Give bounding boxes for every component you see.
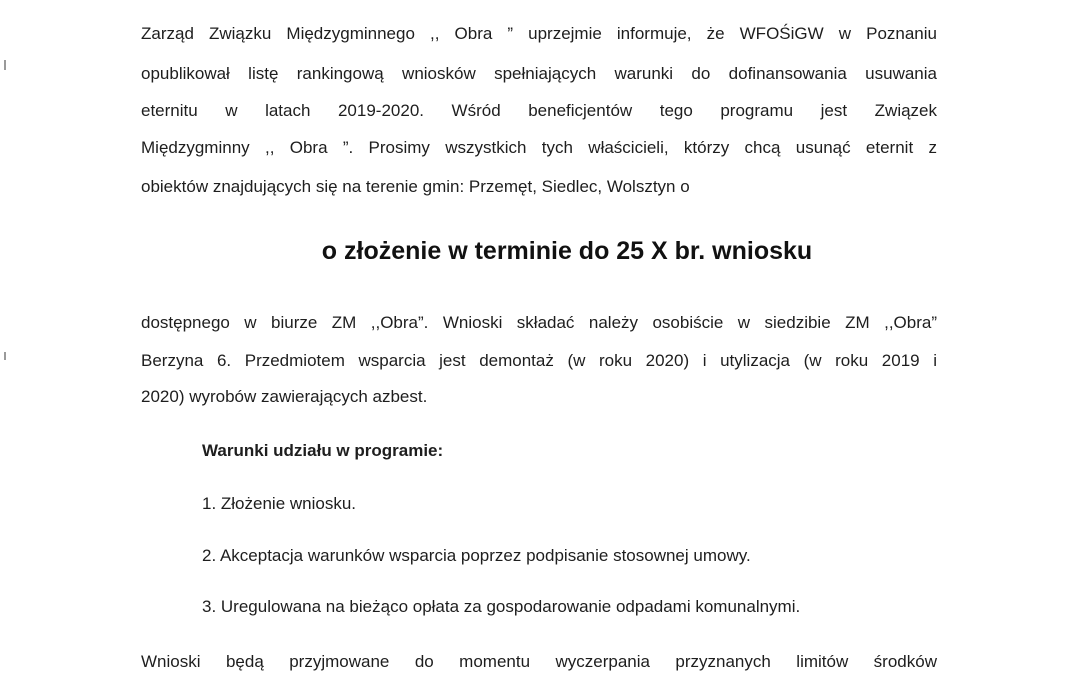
list-item: 2. Akceptacja warunków wsparcia poprzez podpisanie stosownej umowy. bbox=[202, 546, 751, 565]
text-line: 2020) wyrobów zawierających azbest. bbox=[141, 387, 428, 406]
headline: o złożenie w terminie do 25 X br. wniosku bbox=[321, 237, 813, 265]
text-line: dostępnego w biurze ZM ,,Obra”. Wnioski składać należy osobiście w siedzibie ZM ,,Obra” bbox=[141, 313, 937, 332]
text-line: opublikował listę rankingową wniosków spełniających warunki do dofinansowania usuwania bbox=[141, 64, 937, 83]
conditions-heading: Warunki udziału w programie: bbox=[202, 441, 444, 460]
scan-edge-mark bbox=[4, 60, 6, 70]
text-line: Berzyna 6. Przedmiotem wsparcia jest demontaż (w roku 2020) i utylizacja (w roku 2019 i bbox=[141, 351, 937, 370]
scan-edge-mark bbox=[4, 352, 6, 360]
list-item: 3. Uregulowana na bieżąco opłata za gospodarowanie odpadami komunalnymi. bbox=[202, 597, 801, 616]
text-line: eternitu w latach 2019-2020. Wśród beneficjentów tego programu jest Związek bbox=[141, 101, 937, 120]
text-line: obiektów znajdujących się na terenie gmin: Przemęt, Siedlec, Wolsztyn o bbox=[141, 177, 690, 196]
text-line: Wnioski będą przyjmowane do momentu wyczerpania przyznanych limitów środków bbox=[141, 652, 937, 671]
text-line: Zarząd Związku Międzygminnego ,, Obra ” uprzejmie informuje, że WFOŚiGW w Poznaniu bbox=[141, 24, 937, 43]
text-line: Międzygminny ,, Obra ”. Prosimy wszystkich tych właścicieli, którzy chcą usunąć eternit z bbox=[141, 138, 937, 157]
list-item: 1. Złożenie wniosku. bbox=[202, 494, 357, 513]
